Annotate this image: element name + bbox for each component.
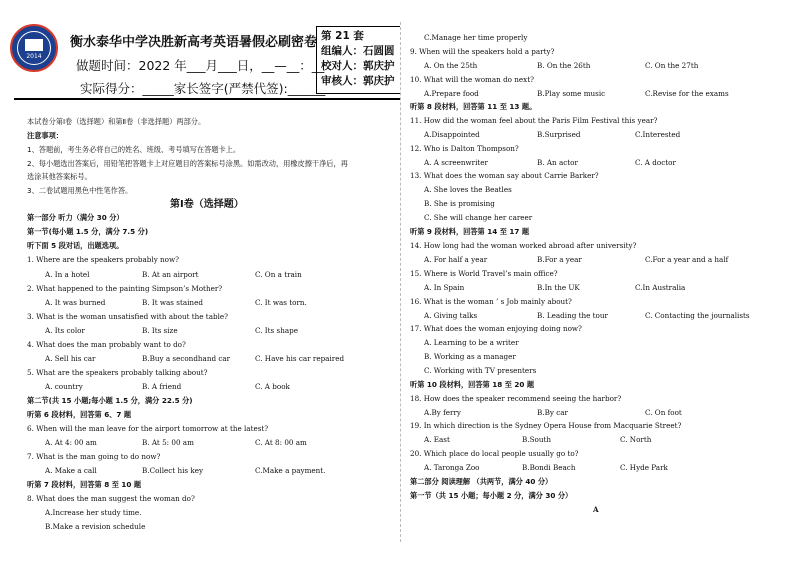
option: C.Manage her time properly [424,33,528,42]
option: B.Surprised [537,130,581,139]
option: C. North [620,435,652,444]
passage-label: A [593,505,599,514]
option: C.For a year and a half [645,255,729,264]
option: C. Have his car repaired [255,354,345,363]
question: 4. What does the man probably want to do? [27,340,186,349]
score-line: 实际得分：_____家长签字(严禁代签):______ [80,81,326,96]
part-heading: 第一部分 听力（满分 30 分） [27,213,124,222]
option: B.South [522,435,551,444]
question: 3. What is the woman unsatisfied with about the table? [27,312,228,321]
option: C. Hyde Park [620,463,668,472]
option: B.Make a revision schedule [45,522,146,531]
option: B. Leading the tour [537,311,608,320]
question: 15. Where is World Travel’s main office? [410,269,558,278]
school-logo: 2014 [10,24,58,72]
instruction: 2、每小题选出答案后，用铅笔把答题卡上对应题目的答案标号涂黑。如需改动，用橡皮擦干净后，再 [27,159,348,168]
question: 7. What is the man going to do now? [27,452,161,461]
option: A.Prepare food [424,89,479,98]
section-heading: 第一节(每小题 1.5 分，满分 7.5 分) [27,227,149,236]
option: B.In the UK [537,283,580,292]
option: C. Its shape [255,326,298,335]
question: 9. When will the speakers hold a party? [410,47,555,56]
option: C.Make a payment. [255,466,326,475]
question: 8. What does the man suggest the woman do? [27,494,195,503]
option: C.Interested [635,130,681,139]
option: A. Make a call [45,466,97,475]
instruction: 1、答题前，考生务必将自己的姓名、班级、考号填写在答题卡上。 [27,145,241,154]
option: B.Collect his key [142,466,204,475]
option: C. Contacting the journalists [645,311,750,320]
section-note: 听下面 5 段对话，出题选项。 [27,241,124,250]
option: B.By car [537,408,568,417]
instruction: 3、二卷试题用黑色中性笔作答。 [27,186,133,195]
question: 10. What will the woman do next? [410,75,534,84]
option: A.Disappointed [424,130,480,139]
question: 18. How does the speaker recommend seeing the harbor? [410,394,622,403]
question: 2. What happened to the painting Simpson’s Mother? [27,284,223,293]
option: C. On foot [645,408,682,417]
reviewer: 审核人：郭庆护 [321,75,395,87]
option: A. Taronga Zoo [424,463,480,472]
question: 6. When will the man leave for the airport tomorrow at the latest? [27,424,269,433]
question: 11. How did the woman feel about the Paris Film Festival this year? [410,116,658,125]
option: C.In Australia [635,283,686,292]
option: B. She is promising [424,199,495,208]
option: B. At 5: 00 am [142,438,194,447]
option: A. A screenwriter [424,158,488,167]
option: B. An actor [537,158,578,167]
option: B. It was stained [142,298,203,307]
option: A. At 4: 00 am [45,438,97,447]
option: A. Its color [45,326,85,335]
exam-title: 衡水泰华中学决胜新高考英语暑假必刷密卷 [70,35,318,50]
option: A. East [424,435,450,444]
option: C. It was torn. [255,298,307,307]
option: C. Working with TV presenters [424,366,537,375]
question: 19. In which direction is the Sydney Opera House from Macquarie Street? [410,421,682,430]
option: C. On a train [255,270,302,279]
material-heading: 听第 10 段材料，回答第 18 至 20 题 [410,380,535,389]
option: A. Giving talks [424,311,478,320]
option: B.Play some music [537,89,606,98]
option: A.Increase her study time. [45,508,142,517]
option: C. She will change her career [424,213,533,222]
part-heading: 第二部分 阅读理解 （共两节，满分 40 分） [410,477,553,486]
instruction: 本试卷分第Ⅰ卷（选择题）和第Ⅱ卷（非选择题）两部分。 [27,117,206,126]
option: B.For a year [537,255,582,264]
option: C. A doctor [635,158,676,167]
option: C. A book [255,382,290,391]
option: A. country [45,382,83,391]
option: B.Bondi Beach [522,463,576,472]
material-heading: 听第 9 段材料，回答第 14 至 17 题 [410,227,530,236]
option: B. On the 26th [537,61,591,70]
set-number: 第 21 套 [321,30,364,42]
section-heading: 第二节(共 15 小题;每小题 1.5 分，满分 22.5 分) [27,396,193,405]
option: A. In Spain [424,283,465,292]
option: A. On the 25th [424,61,478,70]
question: 16. What is the woman ’ s Job mainly about? [410,297,572,306]
question: 14. How long had the woman worked abroad after university? [410,241,637,250]
option: A. She loves the Beatles [424,185,512,194]
material-heading: 听第 6 段材料，回答第 6、7 题 [27,410,132,419]
option: A. In a hotel [45,270,90,279]
option: B. At an airport [142,270,199,279]
option: B. A friend [142,382,182,391]
proofreader: 校对人：郭庆护 [321,60,395,72]
section-heading: 第一节（共 15 小题；每小题 2 分，满分 30 分） [410,491,573,500]
question: 12. Who is Dalton Thompson? [410,144,519,153]
question: 13. What does the woman say about Carrie Barker? [410,171,599,180]
instruction: 注意事项： [27,131,63,140]
info-box [316,26,400,94]
column-divider [400,22,402,542]
question: 1. Where are the speakers probably now? [27,255,180,264]
date-line: 做题时间：2022 年___月___日，__—__：__ [76,58,325,73]
option: C. At 8: 00 am [255,438,307,447]
option: B.Buy a secondhand car [142,354,231,363]
option: B. Its size [142,326,178,335]
option: C.Revise for the exams [645,89,729,98]
option: A.By ferry [424,408,461,417]
option: C. On the 27th [645,61,699,70]
option: A. Sell his car [45,354,96,363]
question: 20. Which place do local people usually go to? [410,449,579,458]
editor: 组编人：石圆圆 [321,45,395,57]
option: A. It was burned [45,298,106,307]
instruction: 选涂其他答案标号。 [27,172,92,181]
section-title: 第Ⅰ卷（选择题） [170,199,244,210]
material-heading: 听第 7 段材料，回答第 8 至 10 题 [27,480,142,489]
option: A. For half a year [424,255,488,264]
header-rule [14,98,400,100]
question: 17. What does the woman enjoying doing now? [410,324,582,333]
option: A. Learning to be a writer [424,338,519,347]
material-heading: 听第 8 段材料，回答第 11 至 13 题。 [410,102,537,111]
option: B. Working as a manager [424,352,516,361]
question: 5. What are the speakers probably talking about? [27,368,208,377]
